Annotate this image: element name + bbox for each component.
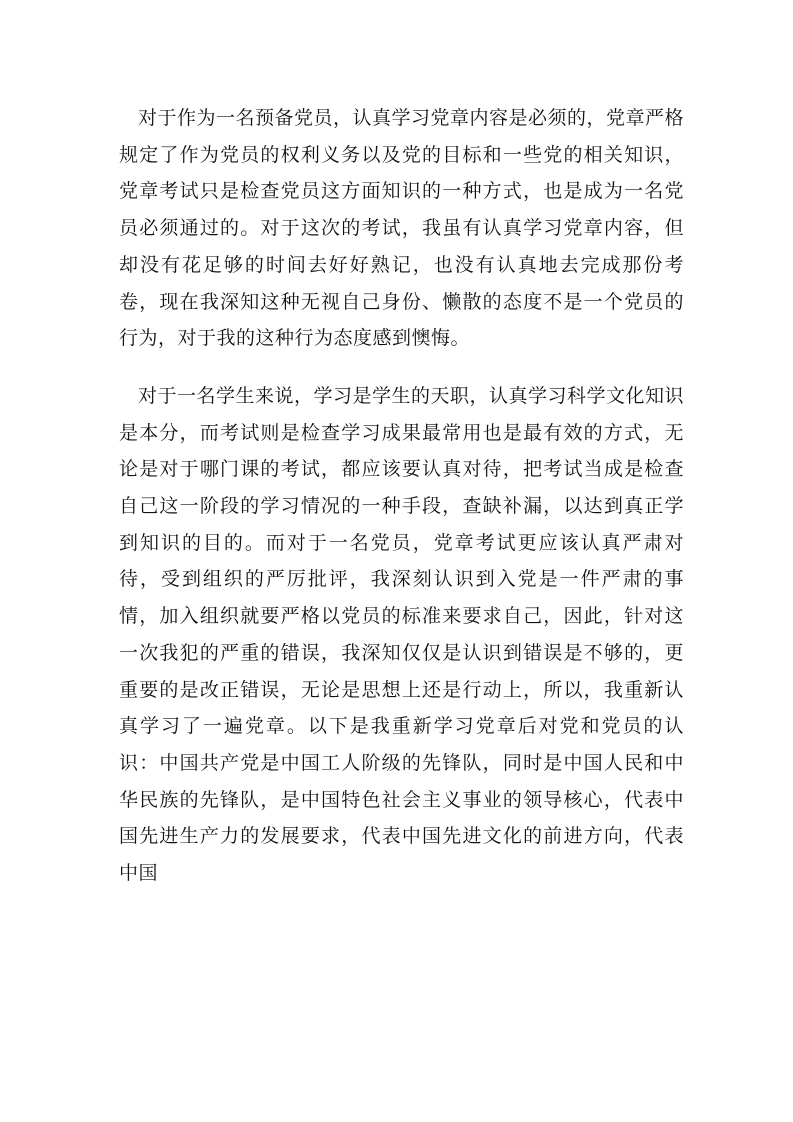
paragraph-1: 对于作为一名预备党员，认真学习党章内容是必须的，党章严格规定了作为党员的权利义务以及党的目标和一些党的相关知识，党章考试只是检查党员这方面知识的一种方式，也是成为一名党员必须通过的。对于这次的考试，我虽有认真学习党章内容，但却没有花足够的时间去好好熟记，也没有认真地去完成那份考卷，现在我深知这种无视自己身份、懒散的态度不是一个党员的行为，对于我的这种行为态度感到懊悔。 [119,107,685,350]
paragraph-2: 对于一名学生来说，学习是学生的天职，认真学习科学文化知识是本分，而考试则是检查学习成果最常用也是最有效的方式，无论是对于哪门课的考试，都应该要认真对待，把考试当成是检查自己这一阶段的学习情况的一种手段，查缺补漏，以达到真正学到知识的目的。而对于一名党员，党章考试更应该认真严肃对待，受到组织的严厉批评，我深刻认识到入党是一件严肃的事情，加入组织就要严格以党员的标准来要求自己，因此，针对这一次我犯的严重的错误，我深知仅仅是认识到错误是不够的，更重要的是改正错误，无论是思想上还是行动上，所以，我重新认真学习了一遍党章。以下是我重新学习党章后对党和党员的认识：中国共产党是中国工人阶级的先锋队，同时是中国人民和中华民族的先锋队，是中国特色社会主义事业的领导核心，代表中国先进生产力的发展要求，代表中国先进文化的前进方向，代表中国 [119,384,685,885]
document-page [119,100,684,892]
